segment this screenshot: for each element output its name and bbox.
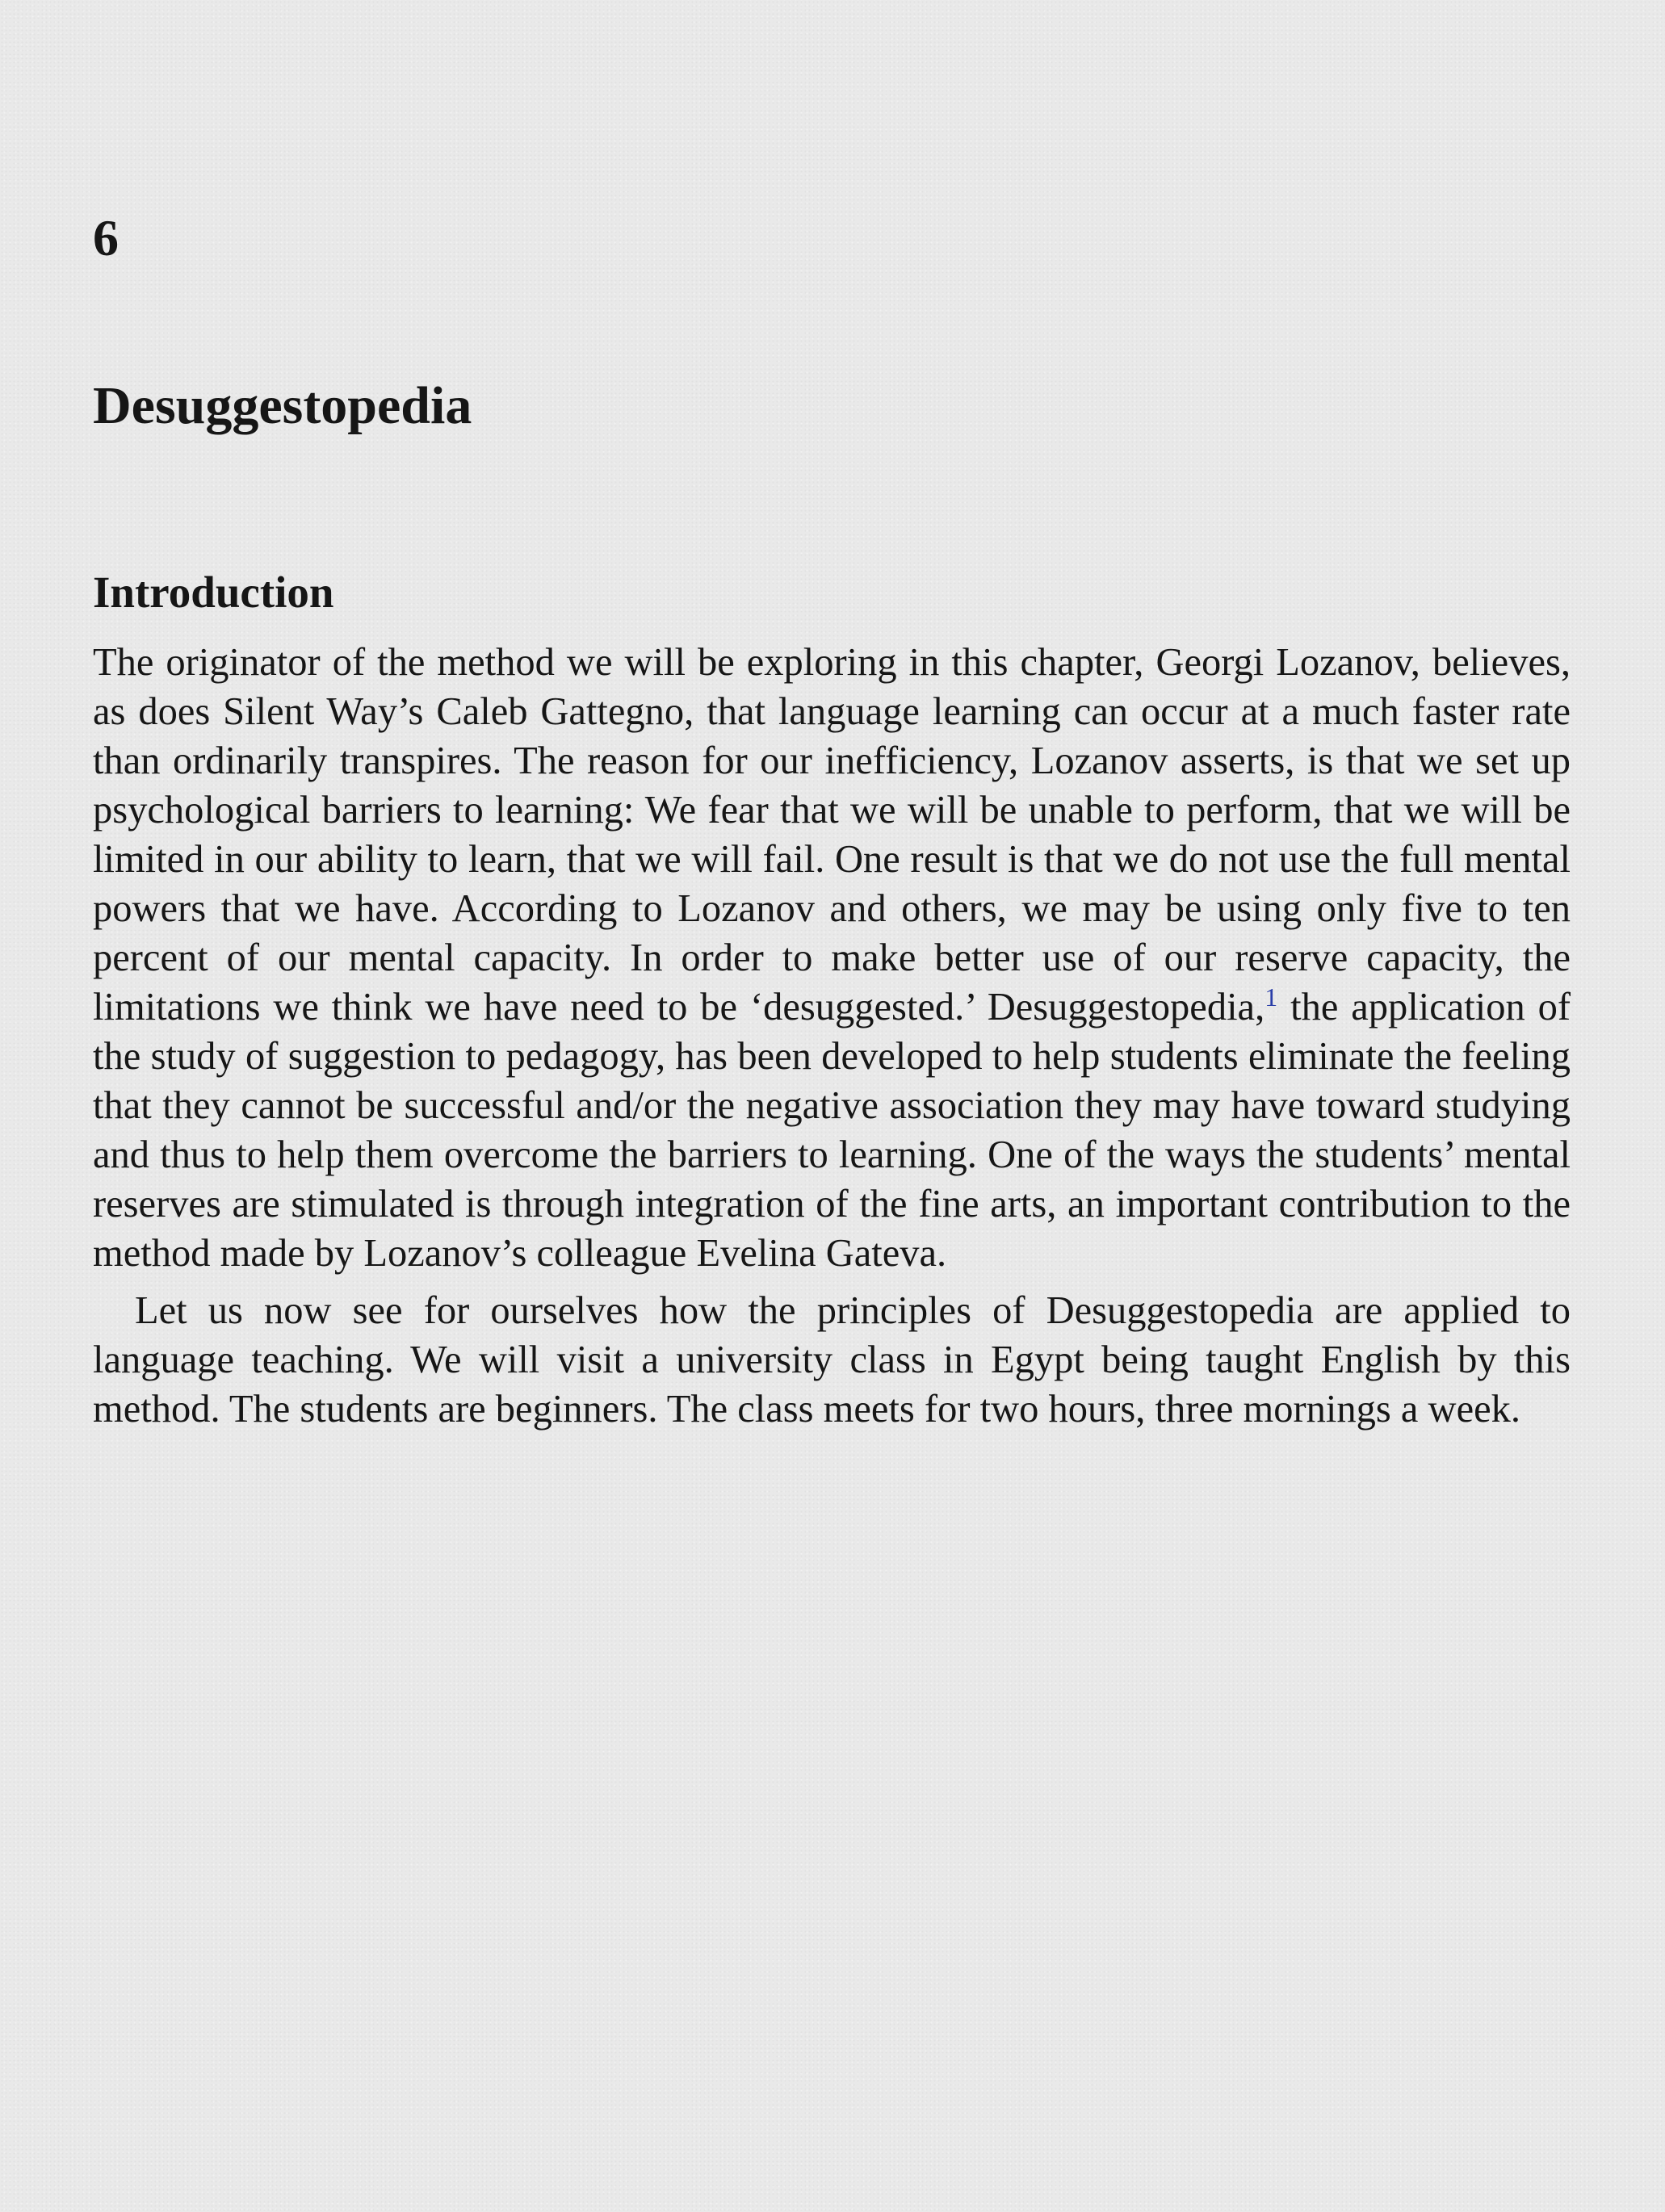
paragraph-1-text-part-1: The originator of the method we will be exploring in this chapter, Georgi Lozanov, believes, as does Silent Way’s Caleb Gattegno, that language learning can occur at a much faster rate than ordinarily transpires. The reason for our inefficiency, Lozanov asserts, is that we set up psychological barriers to learning: We fear that we will be unable to perform, that we will be limited in our ability to learn, that we will fail. One result is that we do not use the full mental powers that we have. According to Lozanov and others, we may be using only five to ten percent of our mental capacity. In order to make better use of our reserve capacity, the limitations we think we have need to be ‘desuggested.’ Desuggestopedia, [93, 641, 1571, 1028]
section-heading-introduction: Introduction [93, 568, 334, 617]
footnote-reference-link[interactable]: 1 [1264, 982, 1278, 1012]
chapter-title: Desuggestopedia [93, 376, 472, 435]
body-text [93, 638, 1571, 1434]
paragraph-1-text-part-2: the application of the study of suggestion to pedagogy, has been developed to help students eliminate the feeling that they cannot be successful and/or the negative association they may have toward studying and thus to help them overcome the barriers to learning. One of the ways the students’ mental reserves are stimulated is through integration of the fine arts, an important contribution to the method made by Lozanov’s colleague Evelina Gateva. [93, 986, 1571, 1275]
paragraph-2: Let us now see for ourselves how the principles of Desuggestopedia are applied to language teaching. We will visit a university class in Egypt being taught English by this method. The students are beginners. The class meets for two hours, three mornings a week. [93, 1289, 1571, 1431]
paragraph-1 [93, 638, 1571, 1278]
chapter-number: 6 [93, 209, 119, 266]
